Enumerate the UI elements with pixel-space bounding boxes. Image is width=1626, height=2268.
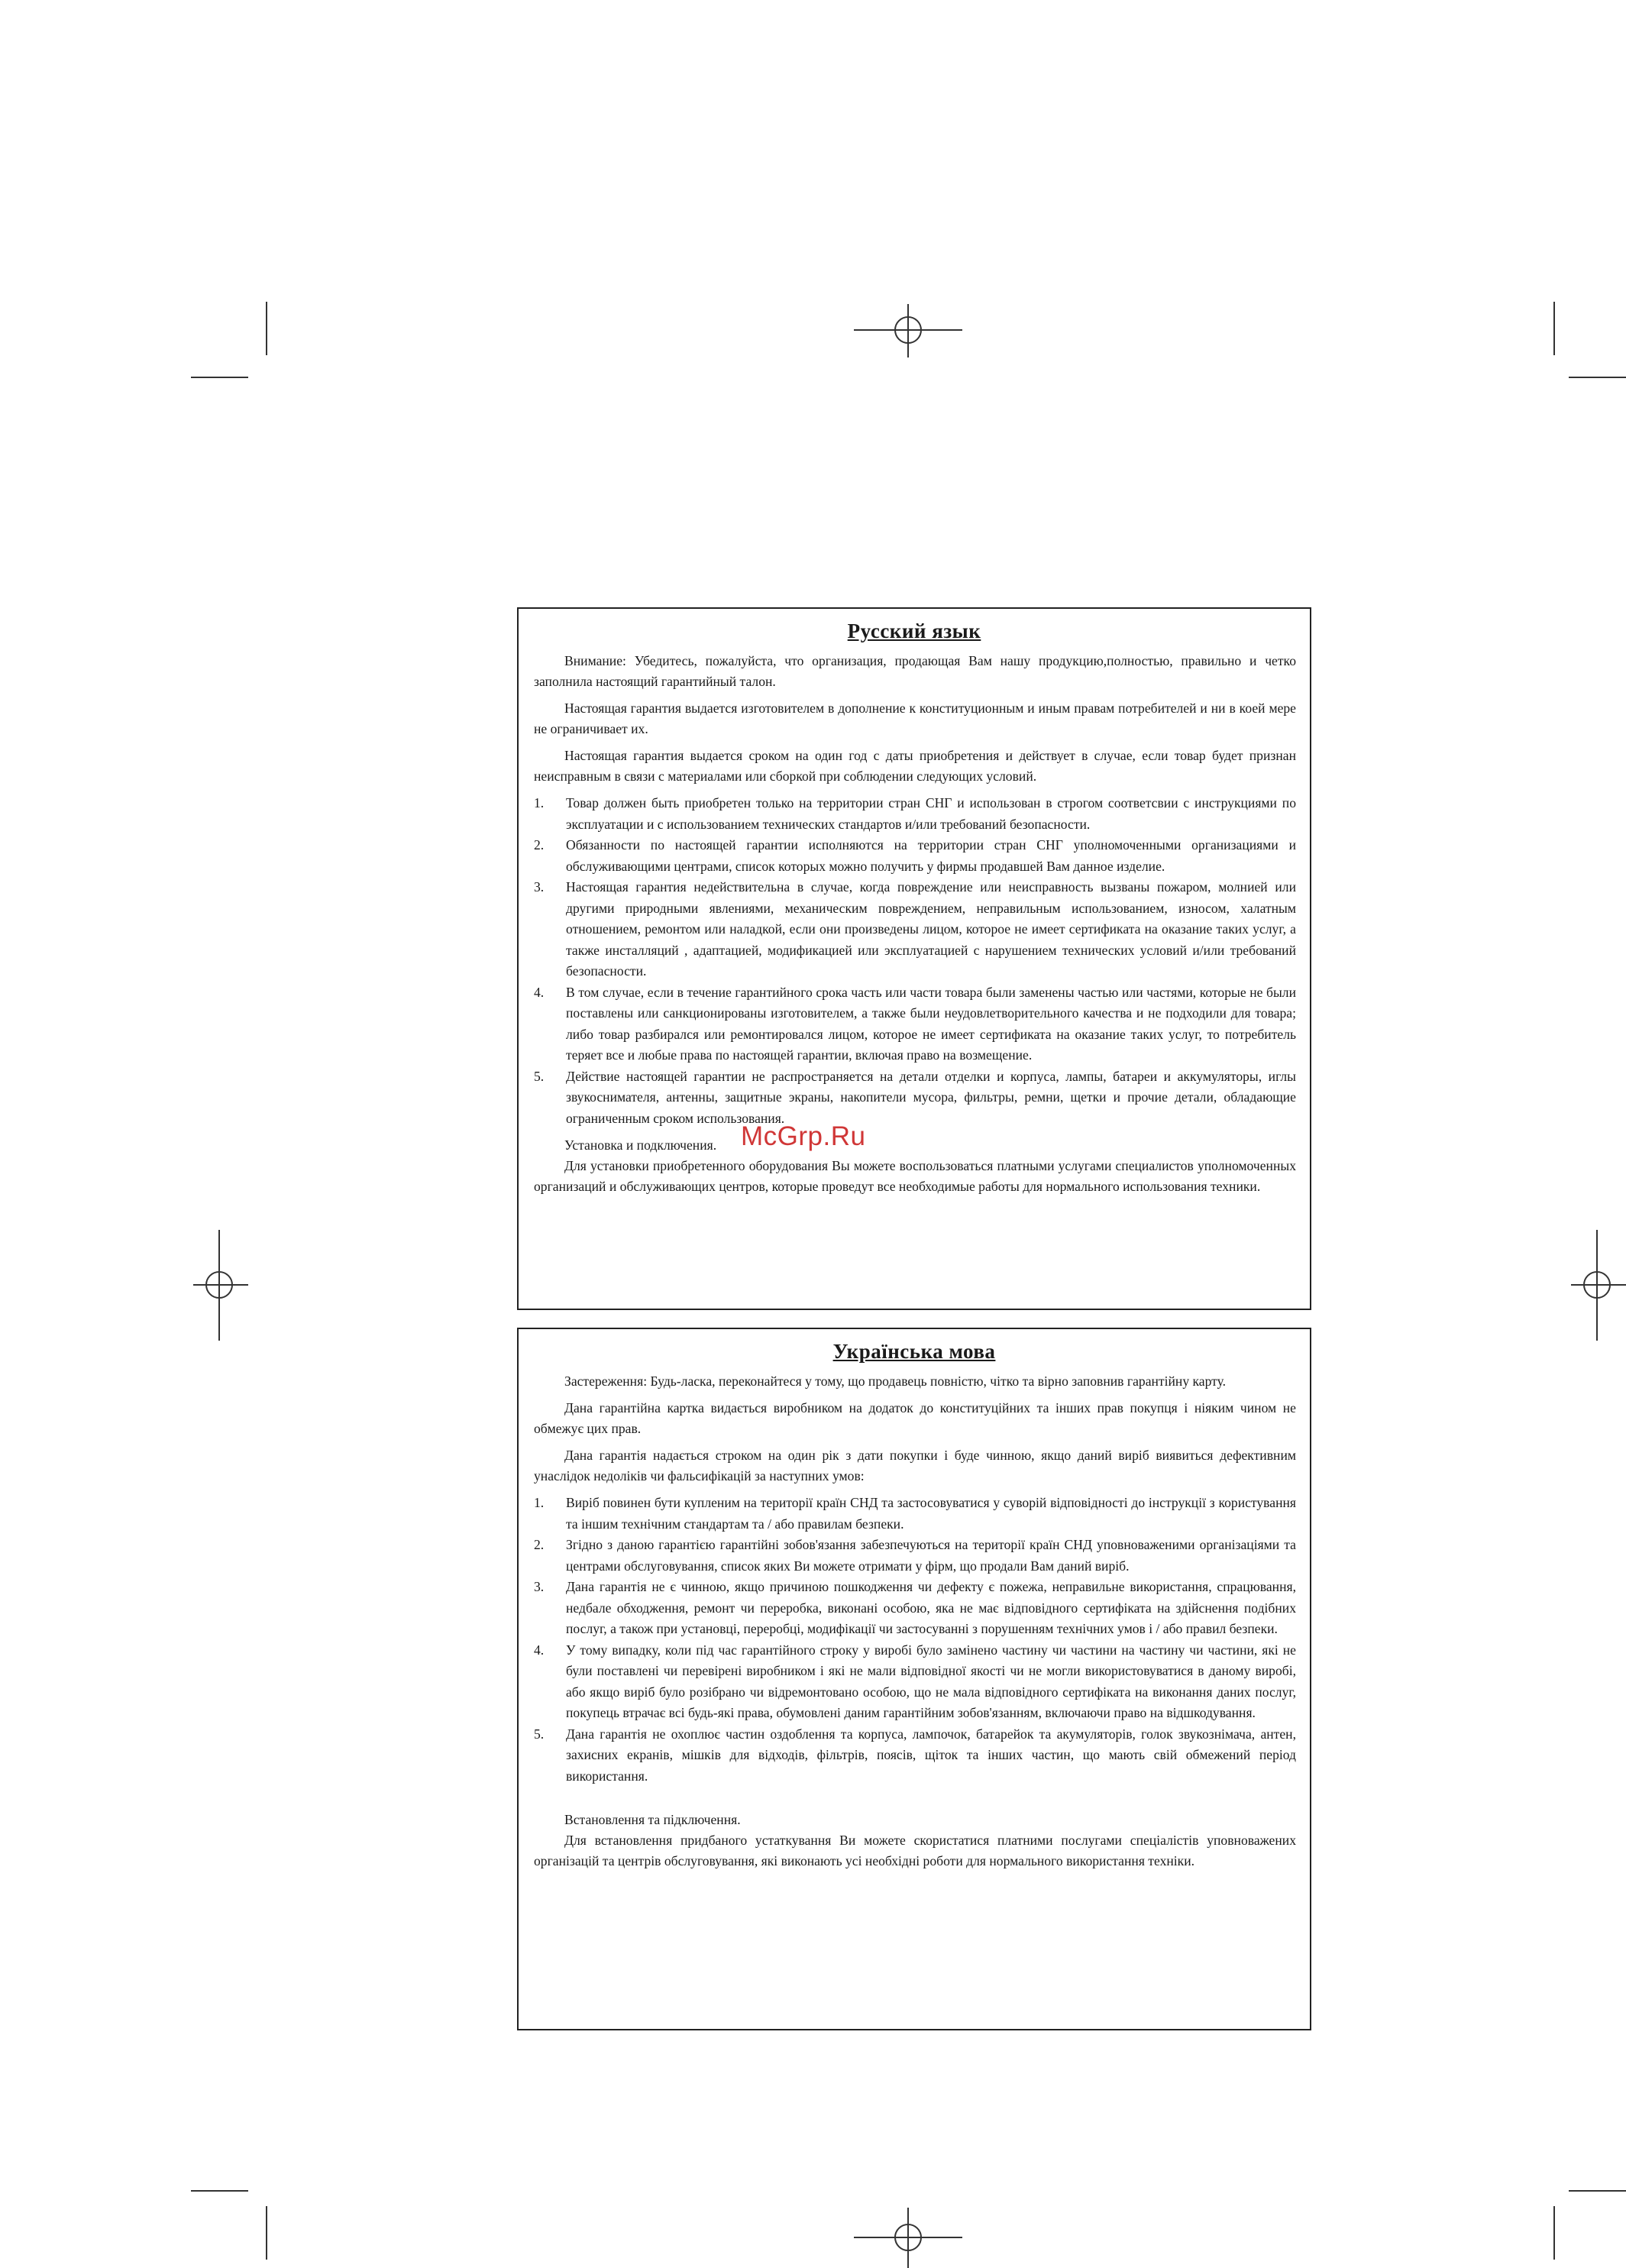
intro-paragraph: Настоящая гарантия выдается изготовителем в дополнение к конституционным и иным правам потребителей и ни в коей мере не ограничивает их. (534, 700, 1296, 736)
list-item-text: Товар должен быть приобретен только на территории стран СНГ и использован в строгом соответсвии с инструкциями по эксплуатации и с использованием технических стандартов и/или требований безопасности. (566, 795, 1296, 832)
section-title: Русский язык (847, 620, 981, 642)
conditions-list (534, 1493, 1296, 1787)
crop-mark-top-right-horizontal (1569, 377, 1626, 378)
registration-line (193, 1284, 248, 1286)
list-item-number: 3. (534, 1579, 545, 1594)
list-item (534, 1535, 1296, 1577)
watermark: McGrp.Ru (741, 1121, 866, 1151)
list-item-text: Настоящая гарантия недействительна в случае, когда повреждение или неисправность вызваны пожаром, молнией или другими природными явлениями, механическим повреждением, неправильным использованием, износом, халатным отношением, ремонтом или наладкой, если они произведены лицом, которое не имеет сертификата на оказание таких услуг, а также инсталляций , адаптацией, модификацией или эксплуатацией с нарушением технических условий и/или требований безопасности. (566, 879, 1296, 979)
install-text: Для установки приобретенного оборудования Вы можете воспользоваться платными услугами специалистов уполномоченных организаций и обслуживающих центров, которые проведут все необходимые работы для нормального использования техники. (534, 1158, 1296, 1194)
list-item (534, 1493, 1296, 1535)
registration-line (907, 304, 909, 358)
list-item-number: 2. (534, 837, 545, 853)
list-item-text: Обязанности по настоящей гарантии исполняются на территории стран СНГ уполномоченными организациями и обслуживающими центрами, список которых можно получить у фирмы продавшей Вам данное изделие. (566, 837, 1296, 874)
registration-line (1571, 1284, 1626, 1286)
list-item-number: 5. (534, 1068, 545, 1084)
list-item-number: 1. (534, 795, 545, 810)
warranty-section-russian (517, 607, 1311, 1310)
list-item-number: 5. (534, 1726, 545, 1742)
conditions-list (534, 793, 1296, 1129)
intro-paragraph: Застереження: Будь-ласка, переконайтеся у тому, що продавець повністю, чітко та вірно заповнив гарантійну карту. (564, 1373, 1227, 1389)
install-text: Для встановлення придбаного устаткування Ви можете скористатися платними послугами спеціалістів уповноважених організацій та центрів обслуговування, які виконають усі необхідні роботи для нормального використання техніки. (534, 1833, 1296, 1868)
crop-mark-top-left-horizontal (191, 377, 248, 378)
list-item (534, 1066, 1296, 1130)
crop-mark-bottom-left-vertical (266, 2206, 267, 2260)
list-item-number: 2. (534, 1537, 545, 1552)
list-item (534, 793, 1296, 835)
crop-mark-top-left-vertical (266, 302, 267, 355)
list-item-number: 4. (534, 1642, 545, 1658)
intro-paragraph: Дана гарантійна картка видається виробником на додаток до конституційних та інших прав покупця і ніяким чином не обмежує цих прав. (534, 1400, 1296, 1436)
install-heading: Встановлення та підключення. (564, 1812, 741, 1827)
intro-paragraph: Дана гарантія надається строком на один рік з дати покупки і буде чинною, якщо даний виріб виявиться дефективним унаслідок недоліків чи фальсифікацій за наступних умов: (534, 1448, 1296, 1483)
crop-mark-bottom-right-horizontal (1569, 2190, 1626, 2192)
crop-mark-bottom-right-vertical (1553, 2206, 1555, 2260)
list-item-number: 4. (534, 984, 545, 1000)
warranty-section-ukrainian (517, 1328, 1311, 2030)
list-item (534, 1640, 1296, 1724)
crop-mark-top-right-vertical (1553, 302, 1555, 355)
intro-paragraph: Настоящая гарантия выдается сроком на один год с даты приобретения и действует в случае, если товар будет признан неисправным в связи с материалами или сборкой при соблюдении следующих условий. (534, 748, 1296, 784)
list-item-text: Действие настоящей гарантии не распространяется на детали отделки и корпуса, лампы, батареи и аккумуляторы, иглы звукоснимателя, антенны, защитные экраны, накопители мусора, фильтры, ремни, щетки и прочие детали, обладающие ограниченным сроком использования. (566, 1068, 1296, 1126)
list-item (534, 982, 1296, 1066)
install-heading: Установка и подключения. (564, 1137, 717, 1153)
list-item (534, 1724, 1296, 1788)
section-title: Українська мова (832, 1340, 996, 1363)
list-item-text: Дана гарантія не охоплює частин оздоблення та корпуса, лампочок, батарейок та акумуляторів, голок звукознімача, антен, захисних екранів, мішків для відходів, фільтрів, поясів, щіток та інших частин, що мають свій обмежений період використання. (566, 1726, 1296, 1784)
registration-line (907, 2208, 909, 2268)
spacer (519, 1793, 1310, 1810)
list-item-text: Дана гарантія не є чинною, якщо причиною пошкодження чи дефекту є пожежа, неправильне використання, спрацювання, недбале обходження, ремонт чи переробка, виконані особою, яка не має відповідного сертифіката на здійснення подібних послуг, а також при установці, переробці, модифікації чи застосуванні з порушенням технічних умов і / або правил безпеки. (566, 1579, 1296, 1636)
crop-mark-bottom-left-horizontal (191, 2190, 248, 2192)
list-item (534, 1577, 1296, 1640)
list-item-number: 1. (534, 1495, 545, 1510)
list-item (534, 877, 1296, 982)
list-item-text: Згідно з даною гарантією гарантійні зобов'язання забезпечуються на території країн СНД уповноваженими організаціями та центрами обслуговування, список яких Ви можете отримати у фірм, що продали Вам даний виріб. (566, 1537, 1296, 1574)
list-item-number: 3. (534, 879, 545, 895)
list-item-text: У тому випадку, коли під час гарантійного строку у виробі було замінено частину чи частини на частину чи частини, які не були поставлені чи перевірені виробником і які не мали відповідної якості чи не могли використовуватися в даному виробі, або якщо виріб було розібрано чи відремонтовано особою, що не мала відповідного сертифіката на виконання даних послуг, покупець втрачає всі будь-які права, обумовлені даним гарантійним зобов'язанням, включаючи право на відшкодування. (566, 1642, 1296, 1720)
list-item-text: Виріб повинен бути купленим на території країн СНД та застосовуватися у суворій відповідності до інструкції з користування та іншим технічним стандартам та / або правилам безпеки. (566, 1495, 1296, 1532)
list-item-text: В том случае, если в течение гарантийного срока часть или части товара были заменены частью или частями, которые не были поставлены или санкционированы изготовителем, а также были неудовлетворительного качества и не подходили для товара; либо товар разбирался или ремонтировался лицом, которое не имеет сертификата на оказание таких услуг, то потребитель теряет все и любые права по настоящей гарантии, включая право на возмещение. (566, 984, 1296, 1063)
list-item (534, 835, 1296, 877)
intro-paragraph: Внимание: Убедитесь, пожалуйста, что организация, продающая Вам нашу продукцию,полностью, правильно и четко заполнила настоящий гарантийный талон. (534, 653, 1296, 689)
